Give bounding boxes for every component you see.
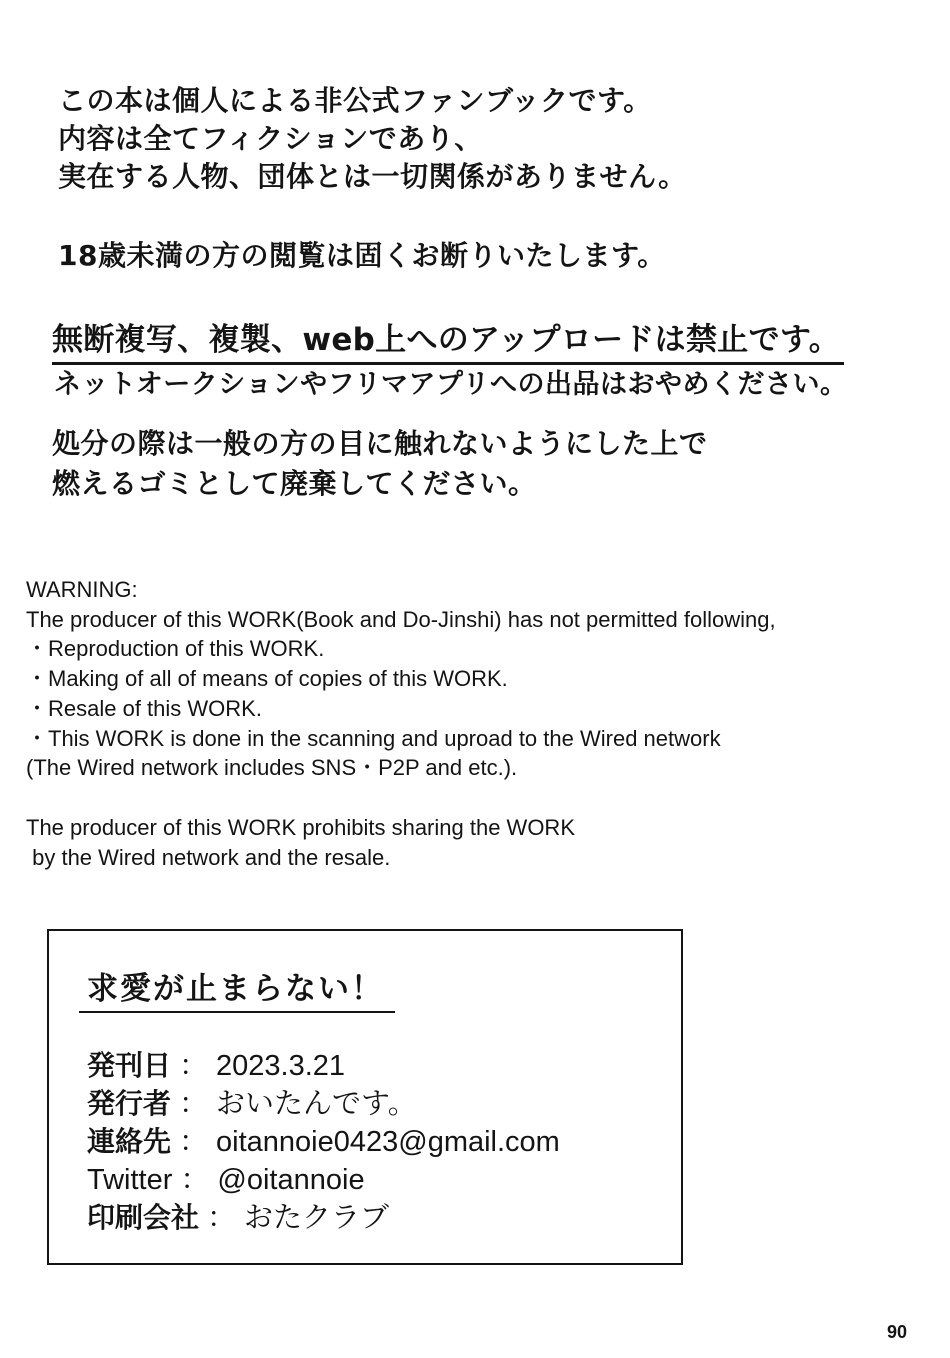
english-prohibition (26, 813, 575, 872)
separator: ： (179, 1088, 209, 1120)
notice-line: この本は個人による非公式ファンブックです。 (58, 84, 652, 117)
separator: ： (180, 1164, 210, 1196)
disposal-line: 処分の際は一般の方の目に触れないようにした上で (52, 427, 708, 460)
warning-line: ・This WORK is done in the scanning and uproad to the Wired network (26, 725, 721, 751)
disposal-notice (52, 424, 708, 504)
notice-line: 内容は全てフィクションであり、 (58, 122, 483, 155)
title-underline (79, 1011, 395, 1013)
notice-line: 実在する人物、団体とは一切関係がありません。 (58, 160, 687, 193)
warning-line: ・Resale of this WORK. (26, 695, 262, 721)
prohibition-line: by the Wired network and the resale. (26, 844, 391, 870)
printer-row (87, 1199, 389, 1237)
separator: ： (207, 1202, 237, 1234)
publisher-label: 発行者 (87, 1087, 172, 1120)
contact-row (87, 1123, 560, 1161)
warning-line: (The Wired network includes SNS・P2P and etc.). (26, 755, 518, 781)
contact-label: 連絡先 (87, 1125, 172, 1158)
printer-label: 印刷会社 (87, 1201, 200, 1234)
warning-line: WARNING: (26, 577, 138, 602)
printer-value: おたクラブ (244, 1202, 390, 1234)
page-number: 90 (887, 1322, 908, 1342)
publication-date-label: 発刊日 (87, 1049, 172, 1082)
prohibition-line: The producer of this WORK prohibits sharing the WORK (26, 815, 575, 840)
age-restriction-notice: 18歳未満の方の閲覧は固くお断りいたします。 (58, 239, 666, 272)
disposal-line: 燃えるゴミとして廃棄してください。 (52, 467, 537, 500)
fanbook-notice (58, 82, 687, 196)
publication-date-value: 2023.3.21 (216, 1050, 346, 1082)
copy-prohibition-heading: 無断複写、複製、web上へのアップロードは禁止です。 (52, 318, 844, 365)
separator: ： (179, 1126, 209, 1158)
english-warning (26, 575, 776, 783)
colophon-box (47, 929, 683, 1265)
twitter-handle: @oitannoie (217, 1164, 365, 1196)
publisher-row (87, 1085, 417, 1123)
twitter-label: Twitter (87, 1164, 173, 1196)
contact-email: oitannoie0423@gmail.com (216, 1126, 560, 1158)
publisher-value: おいたんです。 (216, 1088, 417, 1120)
resale-notice: ネットオークションやフリマアプリへの出品はおやめください。 (54, 369, 848, 400)
warning-line: The producer of this WORK(Book and Do-Jinshi) has not permitted following, (26, 606, 776, 632)
twitter-row (87, 1161, 365, 1199)
publication-date-row (87, 1047, 345, 1085)
book-title: 求愛が止まらない！ (87, 971, 384, 1007)
warning-line: ・Making of all of means of copies of this WORK. (26, 666, 508, 692)
separator: ： (179, 1050, 209, 1082)
warning-line: ・Reproduction of this WORK. (26, 636, 325, 662)
